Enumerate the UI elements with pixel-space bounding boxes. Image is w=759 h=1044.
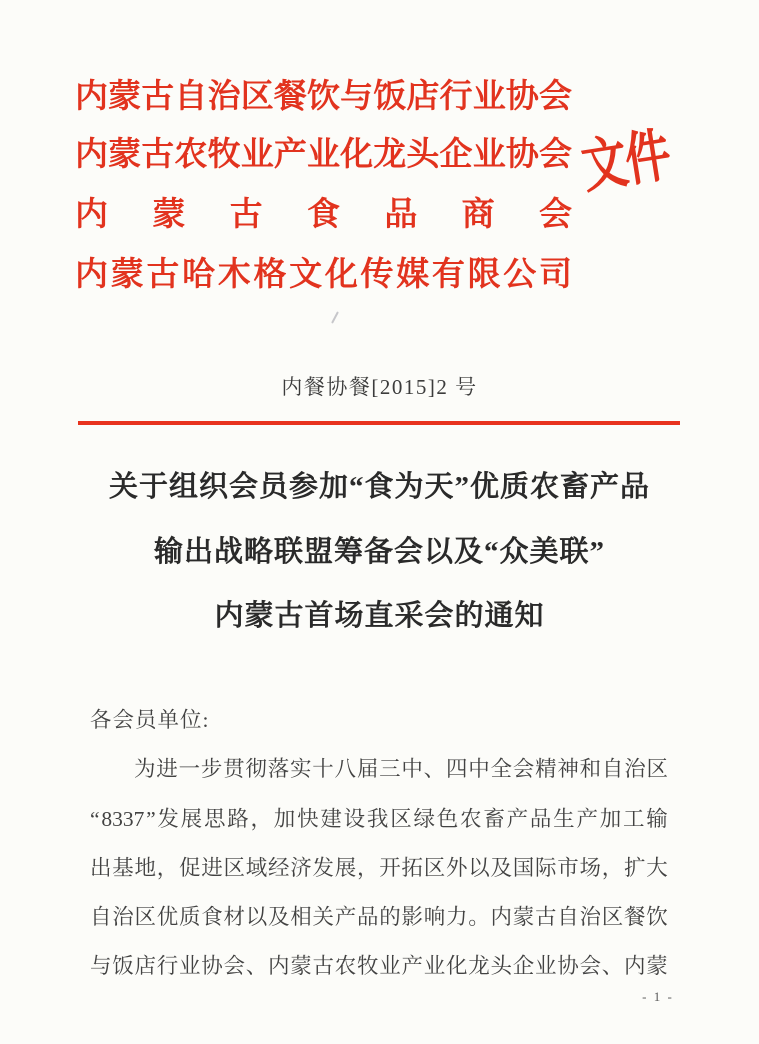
page-number: - 1 - xyxy=(642,989,674,1004)
document-title-line-2: 输出战略联盟筹备会以及“众美联” xyxy=(153,535,605,568)
paragraph-line: 为 进 一 步 贯 彻 落 实 十 八 届 三 中 、 四 中 全 会 精 神 和 自 治 区 xyxy=(134,757,668,782)
document-mark: 文件 xyxy=(577,122,674,201)
reference-number: 内餐协餐[2015]2 号 xyxy=(281,375,478,399)
letterhead-org-line-3: 内 蒙 古 食 品 商 会 xyxy=(75,197,572,233)
document-title-line-1: 关于组织会员参加“食为天”优质农畜产品 xyxy=(108,471,650,503)
document-title-line-3: 内蒙古首场直采会的通知 xyxy=(214,600,545,632)
salutation-line: 各会员单位: xyxy=(90,708,210,732)
document-body xyxy=(90,696,668,992)
letterhead-org-line-2: 内 蒙 古 农 牧 业 产 业 化 龙 头 企 业 协 会 xyxy=(75,137,572,173)
scan-artifact-slash xyxy=(331,311,339,323)
letterhead-org-line-4: 内 蒙 古 哈 木 格 文 化 传 媒 有 限 公 司 xyxy=(75,257,572,293)
paragraph-line: 出 基 地 ， 促 进 区 域 经 济 发 展 ， 开 拓 区 外 以 及 国 际 市 场 ， 扩 大 xyxy=(90,855,668,880)
red-divider-rule xyxy=(78,421,680,425)
document-title xyxy=(0,455,759,649)
letterhead-org-line-1: 内 蒙 古 自 治 区 餐 饮 与 饭 店 行 业 协 会 xyxy=(75,79,572,115)
paragraph-line: 自 治 区 优 质 食 材 以 及 相 关 产 品 的 影 响 力 。 内 蒙 古 自 治 区 餐 饮 xyxy=(90,905,668,930)
paragraph-line: “ 8337 ” 发 展 思 路 ， 加 快 建 设 我 区 绿 色 农 畜 产 品 生 产 加 工 输 xyxy=(90,806,668,831)
paragraph-line: 与 饭 店 行 业 协 会 、 内 蒙 古 农 牧 业 产 业 化 龙 头 企 业 协 会 、 内 蒙 xyxy=(90,954,668,979)
